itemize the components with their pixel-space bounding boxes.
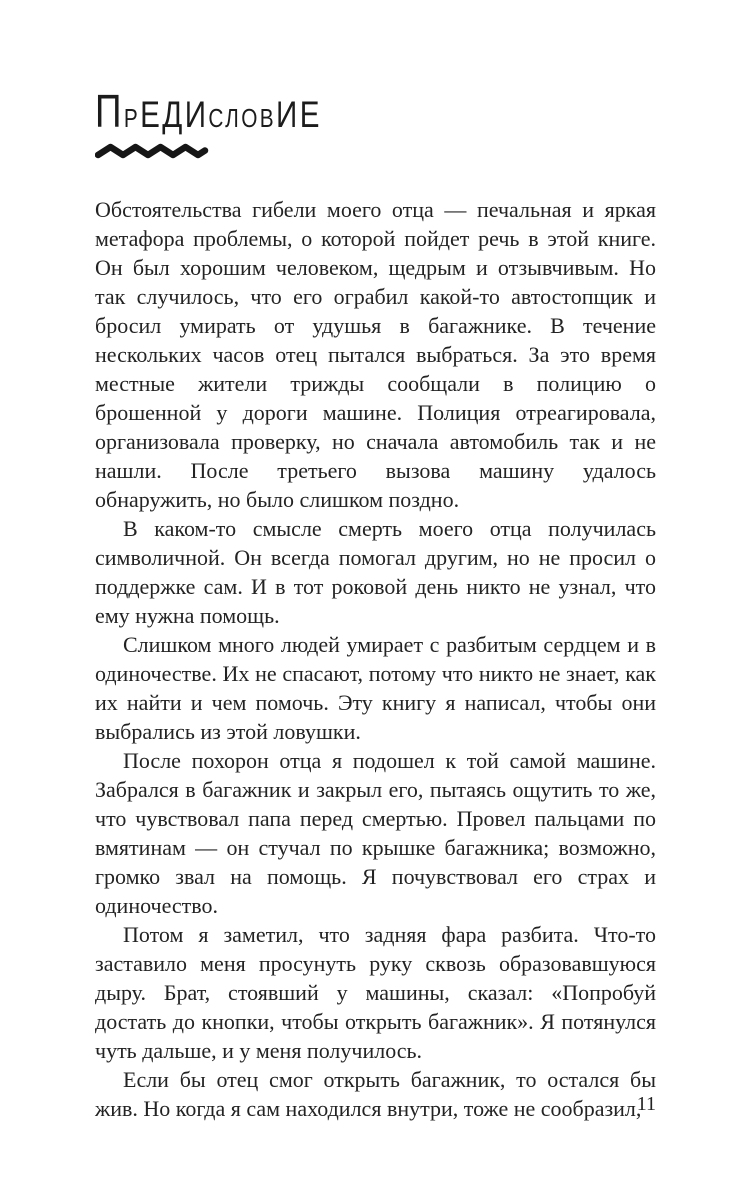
page-number: 11 [636, 1093, 656, 1115]
paragraph: В каком-то смысле смерть моего отца получилась символичной. Он всегда помогал другим, но не просил о поддержке сам. И в тот роковой день никто не узнал, что ему нужна помощь. [95, 516, 656, 628]
paragraph: Слишком много людей умирает с разбитым сердцем и в одиночестве. Их не спасают, потому что никто не знает, как их найти и чем помочь. Эту книгу я написал, чтобы они выбрались из этой ловушки. [95, 632, 656, 744]
squiggle-underline-icon [95, 143, 210, 159]
paragraph: Если бы отец смог открыть багажник, то остался бы жив. Но когда я сам находился внутри, тоже не сообразил, [95, 1067, 656, 1121]
page-content [95, 85, 656, 1123]
body-text [95, 195, 656, 1123]
paragraph: Потом я заметил, что задняя фара разбита. Что-то заставило меня просунуть руку сквозь образовавшуюся дыру. Брат, стоявший у машины, сказал: «Попробуй достать до кнопки, чтобы открыть багажник». Я потянулся чуть дальше, и у меня получилось. [95, 922, 656, 1063]
paragraph: Обстоятельства гибели моего отца — печальная и яркая метафора проблемы, о которой пойдет речь в этой книге. Он был хорошим человеком, щедрым и отзывчивым. Но так случилось, что его ограбил какой-то автостопщик и бросил умирать от удушья в багажнике. В течение нескольких часов отец пытался выбраться. За это время местные жители трижды сообщали в полицию о брошенной у дороги машине. Полиция отреагировала, организовала проверку, но сначала автомобиль так и не нашли. После третьего вызова машину удалось обнаружить, но было слишком поздно. [95, 197, 656, 512]
paragraph: После похорон отца я подошел к той самой машине. Забрался в багажник и закрыл его, пытаясь ощутить то же, что чувствовал папа перед смертью. Провел пальцами по вмятинам — он стучал по крышке багажника; возможно, громко звал на помощь. Я почувствовал его страх и одиночество. [95, 748, 656, 918]
chapter-title: ПРЕДИСЛОВИЕ [95, 85, 322, 137]
